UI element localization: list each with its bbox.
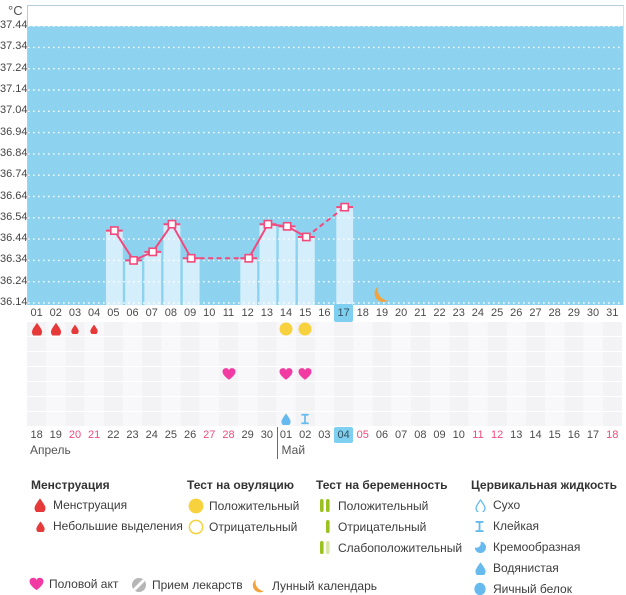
menstruation-small-icon — [71, 324, 79, 334]
cycle-day-cell[interactable]: 29 — [567, 307, 580, 319]
date-cell[interactable]: 01 — [279, 429, 293, 441]
menstruation-large-icon — [31, 498, 49, 512]
date-cell[interactable]: 28 — [222, 429, 235, 441]
menstruation-large-icon — [31, 323, 42, 336]
date-cell[interactable]: 22 — [107, 429, 120, 441]
heart-icon — [222, 367, 236, 380]
legend-item-label: Слабоположительный — [338, 540, 463, 555]
event-grid-row — [27, 322, 622, 336]
legend-item — [27, 577, 118, 591]
cycle-day-cell[interactable]: 31 — [606, 307, 619, 319]
date-cell[interactable]: 23 — [126, 429, 139, 441]
ovulation-positive-icon — [298, 322, 312, 336]
date-cell[interactable]: 25 — [164, 429, 178, 441]
y-axis-tick: 36.54 — [0, 210, 28, 223]
pregnancy-positive-icon — [316, 498, 334, 513]
legend-item-label: Отрицательный — [338, 519, 427, 534]
month-row — [27, 442, 622, 459]
legend — [0, 470, 626, 595]
date-cell-today[interactable]: 04 — [334, 427, 353, 443]
legend-item-label: Положительный — [338, 498, 429, 513]
event-grid-row — [27, 397, 622, 411]
fluid-eggwhite-icon — [471, 582, 489, 595]
ovulation-positive-icon — [279, 322, 293, 336]
cycle-day-cell[interactable]: 09 — [183, 307, 197, 319]
cycle-day-cell[interactable]: 30 — [586, 307, 600, 319]
date-cell[interactable]: 08 — [414, 429, 427, 441]
date-cell[interactable]: 21 — [88, 429, 101, 441]
legend-item-label: Лунный календарь — [272, 578, 378, 593]
cycle-day-cell[interactable]: 06 — [126, 307, 139, 319]
calendar-date-row — [27, 427, 622, 443]
legend-item-label: Водянистая — [493, 561, 559, 575]
legend-item — [187, 519, 297, 535]
date-cell[interactable]: 16 — [567, 429, 580, 441]
legend-item — [187, 498, 299, 514]
heart-icon — [27, 577, 45, 591]
cycle-day-cell[interactable]: 11 — [222, 307, 235, 319]
cycle-day-row — [27, 304, 622, 322]
cycle-day-cell[interactable]: 21 — [414, 307, 427, 319]
date-cell[interactable]: 29 — [241, 429, 254, 441]
menstruation-large-icon — [50, 323, 61, 336]
cycle-day-cell[interactable]: 19 — [375, 307, 389, 319]
legend-item — [31, 519, 183, 533]
legend-column-title: Тест на беременность — [316, 478, 448, 492]
y-axis-tick: 36.84 — [0, 146, 28, 159]
legend-item-label: Половой акт — [49, 577, 119, 591]
cycle-day-cell[interactable]: 03 — [68, 307, 82, 319]
legend-item-label: Менструация — [53, 498, 128, 512]
cycle-day-cell[interactable]: 22 — [433, 307, 446, 319]
cycle-day-cell-current[interactable]: 17 — [334, 304, 353, 322]
event-grid-row — [27, 382, 622, 396]
legend-item-label: Положительный — [209, 499, 300, 513]
moon-icon — [250, 577, 268, 594]
date-cell[interactable]: 02 — [299, 429, 312, 441]
cycle-day-cell[interactable]: 14 — [279, 307, 293, 319]
cycle-day-cell[interactable]: 10 — [203, 307, 216, 319]
bbt-temperature-plot[interactable] — [27, 5, 624, 305]
legend-item — [471, 582, 572, 595]
month-divider — [277, 427, 278, 459]
cycle-day-cell[interactable]: 24 — [471, 307, 485, 319]
legend-item — [316, 498, 428, 513]
legend-column-title: Тест на овуляцию — [187, 478, 294, 492]
date-cell[interactable]: 26 — [183, 429, 197, 441]
fluid-watery-icon — [281, 413, 291, 425]
y-axis-tick: 37.04 — [0, 104, 28, 117]
cycle-day-cell[interactable]: 12 — [241, 307, 254, 319]
cycle-day-cell[interactable]: 07 — [145, 307, 158, 319]
legend-item — [130, 577, 243, 593]
y-axis-tick: 36.94 — [0, 125, 28, 138]
legend-item-label: Яичный белок — [493, 582, 572, 595]
event-grid-row — [27, 337, 622, 351]
fluid-watery-icon — [471, 562, 489, 575]
legend-item — [316, 519, 426, 534]
event-grid-row — [27, 412, 622, 426]
y-axis-tick: 37.34 — [0, 40, 28, 53]
heart-icon — [298, 367, 312, 380]
pill-icon — [130, 577, 148, 593]
y-axis-tick: 37.44 — [0, 19, 28, 32]
temperature-unit-label: °C — [8, 3, 23, 18]
legend-item-label: Отрицательный — [209, 520, 298, 534]
month-label-may: Май — [281, 443, 306, 457]
date-cell[interactable]: 30 — [260, 429, 273, 441]
date-cell[interactable]: 11 — [472, 429, 484, 441]
menstruation-small-icon — [31, 521, 49, 532]
date-cell[interactable]: 07 — [395, 429, 408, 441]
cycle-day-cell[interactable]: 01 — [30, 307, 43, 319]
date-cell[interactable]: 14 — [529, 429, 542, 441]
legend-item-label: Небольшие выделения — [53, 519, 183, 533]
date-cell[interactable]: 13 — [510, 429, 523, 441]
fluid-sticky-icon — [300, 413, 310, 425]
y-axis-tick: 36.14 — [0, 296, 28, 308]
date-cell[interactable]: 20 — [68, 429, 82, 441]
cycle-day-cell[interactable]: 16 — [318, 307, 331, 319]
date-cell[interactable]: 09 — [433, 429, 446, 441]
date-cell[interactable]: 06 — [375, 429, 389, 441]
date-cell[interactable]: 15 — [548, 429, 561, 441]
y-axis-tick: 36.34 — [0, 253, 28, 266]
event-grid-row — [27, 352, 622, 366]
cycle-day-cell[interactable]: 26 — [510, 307, 523, 319]
month-label-april: Апрель — [30, 443, 71, 457]
date-cell[interactable]: 10 — [452, 429, 465, 441]
cycle-day-cell[interactable]: 20 — [395, 307, 408, 319]
legend-item-label: Прием лекарств — [152, 578, 243, 592]
legend-item — [471, 540, 580, 554]
legend-item — [316, 540, 462, 555]
cycle-day-cell[interactable]: 25 — [490, 307, 504, 319]
legend-item-label: Клейкая — [493, 519, 540, 533]
y-axis-tick: 36.44 — [0, 232, 28, 245]
cycle-day-cell[interactable]: 23 — [452, 307, 465, 319]
pregnancy-weak-icon — [316, 540, 334, 555]
cycle-day-cell[interactable]: 02 — [49, 307, 62, 319]
menstruation-small-icon — [90, 324, 98, 334]
fluid-creamy-icon — [471, 540, 489, 554]
date-cell[interactable]: 12 — [490, 429, 504, 441]
cycle-day-cell[interactable]: 15 — [299, 307, 312, 319]
date-cell[interactable]: 05 — [356, 429, 369, 441]
legend-column-title: Менструация — [31, 478, 110, 492]
y-axis-tick: 36.74 — [0, 168, 28, 181]
event-grid[interactable] — [27, 322, 622, 427]
ovulation-positive-icon — [187, 498, 205, 514]
date-cell[interactable]: 18 — [606, 429, 619, 441]
fluid-sticky-icon — [471, 520, 489, 533]
date-cell[interactable]: 24 — [145, 429, 158, 441]
pregnancy-negative-icon — [316, 519, 334, 534]
y-axis-tick: 36.64 — [0, 189, 28, 202]
y-axis-tick: 37.14 — [0, 83, 28, 95]
date-cell[interactable]: 03 — [318, 429, 331, 441]
cycle-day-cell[interactable]: 18 — [356, 307, 369, 319]
date-cell[interactable]: 18 — [30, 429, 43, 441]
legend-item-label: Кремообразная — [493, 540, 581, 554]
legend-item — [471, 519, 539, 533]
cycle-day-cell[interactable]: 04 — [88, 307, 101, 319]
legend-item — [471, 561, 559, 575]
cycle-day-cell[interactable]: 05 — [107, 307, 120, 319]
cycle-day-cell[interactable]: 13 — [260, 307, 273, 319]
y-axis-tick: 37.24 — [0, 61, 28, 74]
bbt-chart-canvas — [28, 6, 623, 305]
cycle-day-cell[interactable]: 28 — [548, 307, 561, 319]
legend-item — [250, 577, 377, 594]
y-axis-tick: 36.24 — [0, 274, 28, 287]
event-grid-row — [27, 367, 622, 381]
date-cell[interactable]: 19 — [49, 429, 62, 441]
legend-item-label: Сухо — [493, 498, 521, 512]
date-cell[interactable]: 27 — [203, 429, 216, 441]
date-cell[interactable]: 17 — [586, 429, 600, 441]
legend-item — [471, 498, 520, 512]
cycle-day-cell[interactable]: 27 — [529, 307, 542, 319]
heart-icon — [279, 367, 293, 380]
legend-item — [31, 498, 127, 512]
cycle-day-cell[interactable]: 08 — [164, 307, 178, 319]
ovulation-negative-icon — [187, 519, 205, 535]
fluid-dry-icon — [471, 499, 489, 512]
legend-column-title: Цервикальная жидкость — [471, 478, 618, 492]
